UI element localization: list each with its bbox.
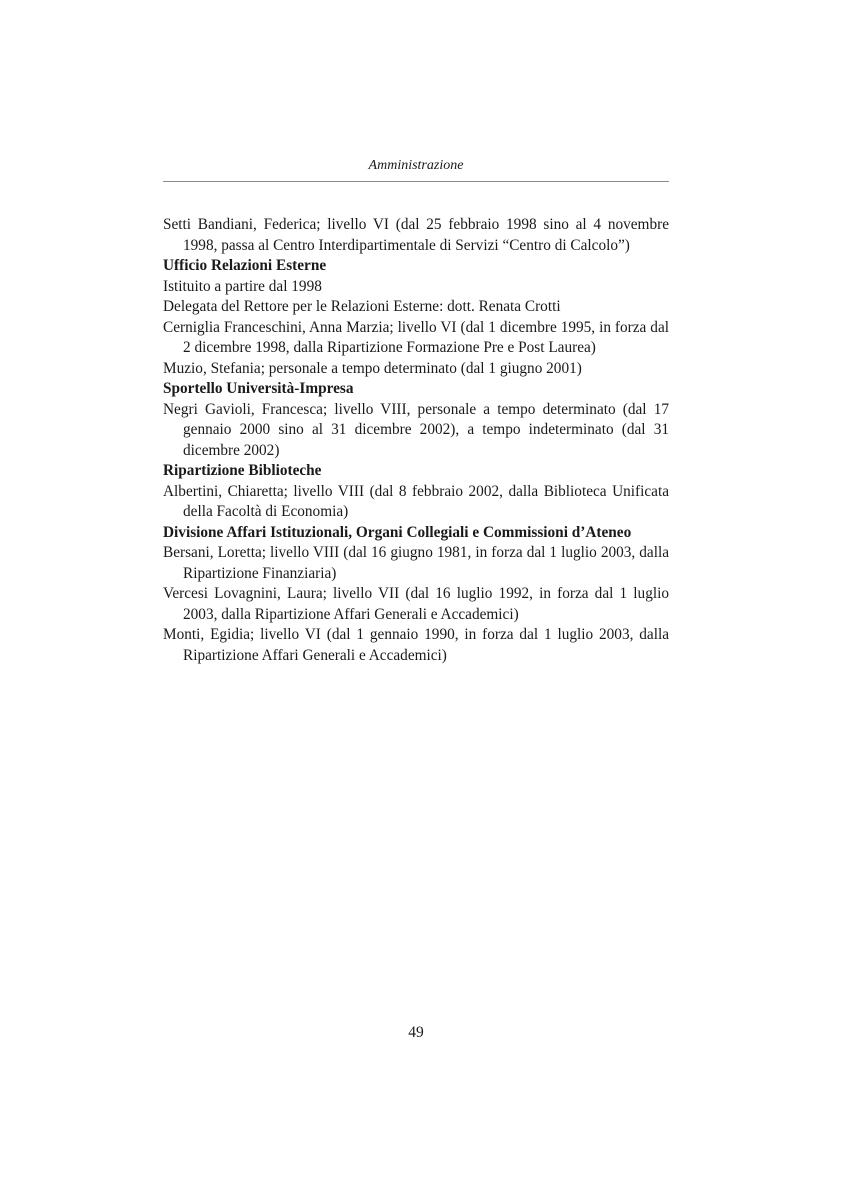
- staff-entry: Muzio, Stefania; personale a tempo determinato (dal 1 giugno 2001): [163, 359, 582, 377]
- staff-entry: Cerniglia Franceschini, Anna Marzia; livello VI (dal 1 dicembre 1995, in forza dal 2 dicembre 1998, dalla Ripartizione Formazione Pre e Post Laurea): [163, 318, 669, 356]
- staff-entry: Vercesi Lovagnini, Laura; livello VII (dal 16 luglio 1992, in forza dal 1 luglio 2003, dalla Ripartizione Affari Generali e Accademici): [163, 585, 669, 623]
- staff-entry: Negri Gavioli, Francesca; livello VIII, personale a tempo determinato (dal 17 gennaio 2000 sino al 31 dicembre 2002), a tempo indeterminato (dal 31 dicembre 2002): [163, 400, 669, 459]
- section-sportello-universita-impresa: [163, 379, 669, 461]
- staff-entry: Bersani, Loretta; livello VIII (dal 16 giugno 1981, in forza dal 1 luglio 2003, dalla Ripartizione Finanziaria): [163, 544, 669, 582]
- page-body: [163, 215, 669, 666]
- staff-entry: Monti, Egidia; livello VI (dal 1 gennaio 1990, in forza dal 1 luglio 2003, dalla Ripartizione Affari Generali e Accademici): [163, 626, 669, 664]
- section-ripartizione-biblioteche: [163, 461, 669, 523]
- header-rule: [163, 181, 669, 182]
- section-ufficio-relazioni-esterne: [163, 256, 669, 379]
- section-note: Delegata del Rettore per le Relazioni Esterne: dott. Renata Crotti: [163, 298, 561, 315]
- section-note: Istituito a partire dal 1998: [163, 277, 322, 295]
- section-heading: Divisione Affari Istituzionali, Organi Collegiali e Commissioni d’Ateneo: [163, 523, 632, 541]
- section-heading: Sportello Università-Impresa: [163, 380, 354, 397]
- page-number: 49: [408, 1024, 424, 1041]
- staff-entry: Albertini, Chiaretta; livello VIII (dal 8 febbraio 2002, dalla Biblioteca Unificata della Facoltà di Economia): [163, 482, 669, 520]
- running-header: Amministrazione: [368, 158, 464, 173]
- section-heading: Ufficio Relazioni Esterne: [163, 257, 327, 274]
- section-heading: Ripartizione Biblioteche: [163, 462, 322, 479]
- section-divisione-affari-istituzionali: [163, 523, 669, 667]
- staff-entry: Setti Bandiani, Federica; livello VI (dal 25 febbraio 1998 sino al 4 novembre 1998, passa al Centro Interdipartimentale di Servizi “Centro di Calcolo”): [163, 216, 669, 254]
